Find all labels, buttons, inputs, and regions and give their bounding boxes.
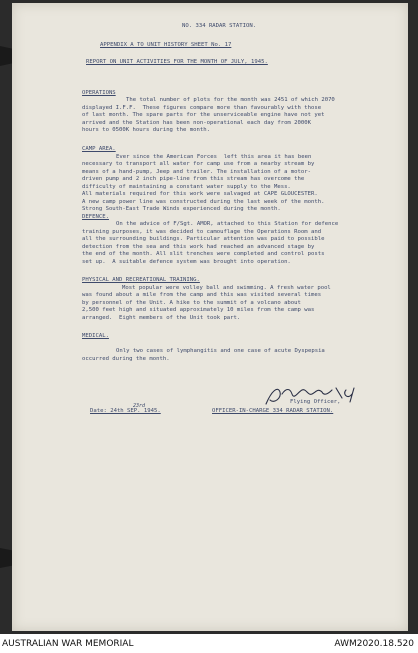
operations-line: of last month. The spare parts for the unserviceable engine have not yet [82,112,325,118]
physical-training-line: was found about a mile from the camp and this was visited several times [82,292,322,298]
defence-line: detection from the sea and this work had reached an advanced stage by [82,243,315,250]
archive-name: AUSTRALIAN WAR MEMORIAL [2,639,134,649]
camp-area-line: driven pump and 2 inch pipe-line from this stream has overcome the [82,176,305,182]
medical-line: occurred during the month. [82,355,170,362]
station-title: NO. 334 RADAR STATION. [182,23,257,29]
camp-area-heading: CAMP AREA. [82,146,116,152]
camp-area-line: All materials required for this work were salvaged at CAPE GLOUCESTER. [82,191,318,197]
camp-area-line: Strong South-East Trade Winds experienced during the month. [82,206,281,212]
defence-line: all the surrounding buildings. Particular attention was paid to possible [82,236,325,242]
camp-area-line: necessary to transport all water for camp use from a nearby stream by [82,161,315,167]
officer-in-charge: OFFICER-IN-CHARGE 334 RADAR STATION. [212,408,334,414]
medical-heading: MEDICAL. [82,333,109,339]
signature-rank: Flying Officer, [290,399,341,405]
physical-training-line: 2,500 feet high and situated approximately 10 miles from the camp was [82,307,315,313]
archive-footer [0,636,418,653]
camp-area-line: Ever since the American Forces left this area it has been [116,153,312,160]
archive-reference: AWM2020.18.520 [334,639,414,649]
document-page [12,3,408,631]
appendix-title: APPENDIX A TO UNIT HISTORY SHEET No. 17 [100,42,232,48]
camp-area-line: difficulty of maintaining a constant water supply to the Mess. [82,183,291,190]
operations-line: The total number of plots for the month was 2451 of which 2070 [126,97,335,103]
operations-line: arrived and the Station has been non-operational each day from 2000K [82,119,312,126]
report-title: REPORT ON UNIT ACTIVITIES FOR THE MONTH OF JULY, 1945. [86,59,268,65]
physical-training-line: Most popular were volley ball and swimming. A fresh water pool [122,284,331,291]
camp-area-line: A new camp power line was constructed during the last week of the month. [82,198,325,205]
defence-line: the end of the month. All slit trenches were completed and control posts [82,251,325,257]
defence-line: On the advice of F/Sgt. AMOR, attached to this Station for defence [116,221,339,227]
operations-line: hours to 0500K hours during the month. [82,127,210,133]
defence-line: set up. A suitable defence system was brought into operation. [82,258,291,265]
defence-heading: DEFENCE. [82,213,109,220]
medical-line: Only two cases of lymphangitis and one case of acute Dyspepsia [116,348,325,354]
physical-training-heading: PHYSICAL AND RECREATIONAL TRAINING. [82,277,200,283]
operations-line: displayed I.F.F. These figures compare more than favourably with those [82,104,322,111]
operations-heading: OPERATIONS [82,90,116,96]
defence-line: training purposes, it was decided to camouflage the Operations Room and [82,228,322,235]
physical-training-line: arranged. Eight members of the Unit took part. [82,314,241,321]
handwritten-date: 23rd [133,403,146,409]
physical-training-line: by personnel of the Unit. A hike to the summit of a volcano about [82,299,301,306]
camp-area-line: means of a hand-pump, Jeep and trailer. The installation of a motor- [82,168,312,175]
report-date: Date: 24th SEP. 1945. [90,408,161,414]
